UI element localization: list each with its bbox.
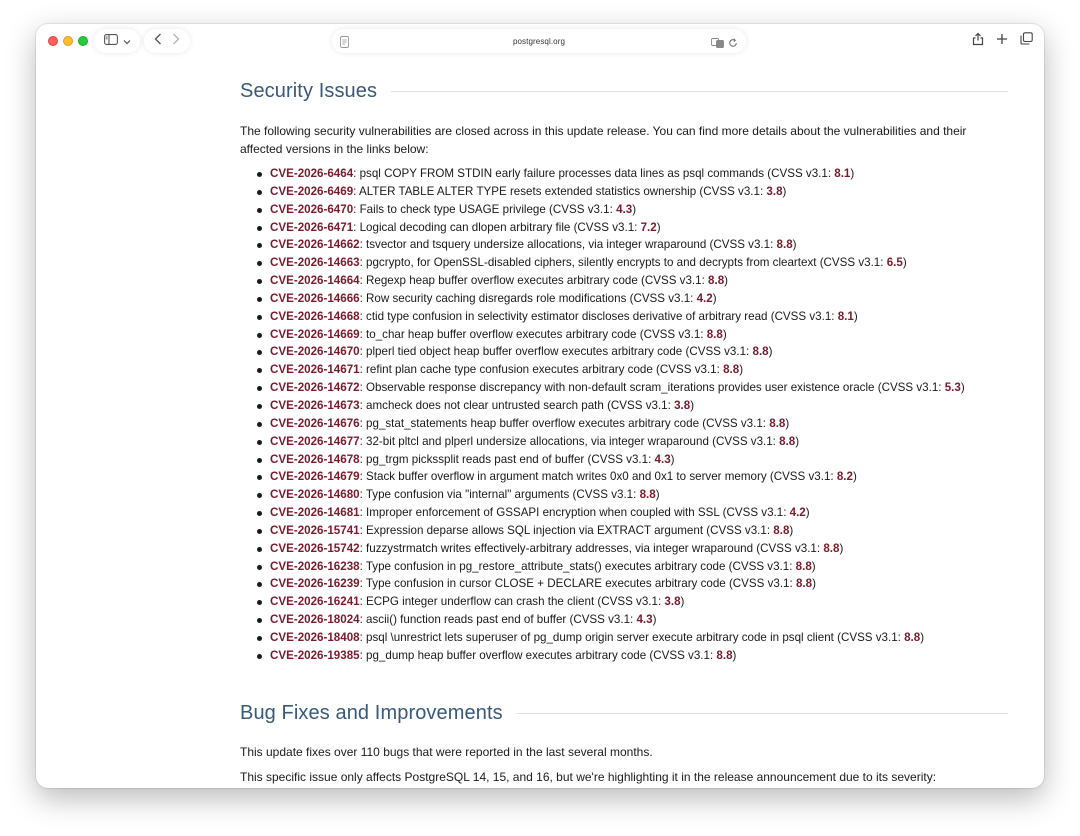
cve-list-item [270, 308, 1010, 326]
cve-link[interactable]: CVE-2026-6469 [270, 184, 354, 198]
closing-paren: ) [670, 452, 675, 466]
page-menu-icon[interactable] [340, 35, 349, 53]
cve-list-item [270, 219, 1010, 237]
cve-description: : pg_dump heap buffer overflow executes arbitrary code (CVSS v3.1: [359, 648, 717, 662]
closing-paren: ) [782, 184, 787, 198]
closing-paren: ) [724, 274, 729, 288]
cve-link[interactable]: CVE-2026-14670 [270, 345, 360, 359]
cve-list-item [270, 629, 1010, 647]
cve-list-item [270, 236, 1010, 254]
cve-description: : ctid type confusion in selectivity estimator discloses derivative of arbitrary read (CVSS v3.1: [359, 309, 838, 323]
closing-paren: ) [839, 541, 844, 555]
cve-description: : fuzzystrmatch writes effectively-arbitrary addresses, via integer wraparound (CVSS v3.1: [359, 541, 824, 555]
toolbar-right-actions [966, 29, 1038, 53]
cvss-score: 8.2 [836, 470, 853, 484]
cve-list-item [270, 343, 1010, 361]
url-text: postgresql.org [512, 36, 566, 46]
cve-link[interactable]: CVE-2026-14677 [270, 434, 360, 448]
cve-link[interactable]: CVE-2026-14681 [270, 506, 360, 520]
cve-description: : Stack buffer overflow in argument match writes 0x0 and 0x1 to server memory (CVSS v3.1: [359, 470, 837, 484]
cvss-score: 4.2 [696, 291, 713, 305]
cve-list-item [270, 522, 1010, 540]
address-bar[interactable] [332, 29, 746, 53]
closing-paren: ) [680, 595, 685, 609]
bug-fixes-paragraph-1: This update fixes over 110 bugs that were reported in the last several months. [240, 745, 653, 759]
cvss-score: 8.1 [837, 309, 854, 323]
cvss-score: 7.2 [640, 220, 657, 234]
cve-link[interactable]: CVE-2026-14662 [270, 238, 360, 252]
closing-paren: ) [732, 648, 737, 662]
cvss-score: 3.8 [766, 184, 783, 198]
closing-paren: ) [812, 577, 816, 591]
cve-link[interactable]: CVE-2026-16241 [270, 595, 360, 609]
closing-paren: ) [785, 416, 790, 430]
cve-description: : Improper enforcement of GSSAPI encryption when coupled with SSL (CVSS v3.1: [359, 506, 790, 520]
cve-description: : Type confusion in pg_restore_attribute_stats() executes arbitrary code (CVSS v3.1: [359, 559, 796, 573]
cvss-score: 8.8 [706, 327, 723, 341]
cve-list-item [270, 558, 1010, 576]
cve-list-item [270, 415, 1010, 433]
closing-paren: ) [960, 381, 965, 395]
cvss-score: 4.3 [654, 452, 671, 466]
cvss-score: 8.8 [773, 523, 790, 537]
closing-paren: ) [850, 167, 855, 180]
cvss-score: 8.8 [795, 577, 813, 591]
cvss-score: 3.8 [674, 398, 691, 412]
closing-paren: ) [902, 256, 907, 270]
reload-icon[interactable] [728, 35, 738, 53]
cve-description: : Regexp heap buffer overflow executes arbitrary code (CVSS v3.1: [359, 274, 709, 288]
cve-description: : Type confusion via "internal" arguments (CVSS v3.1: [359, 488, 640, 502]
cve-link[interactable]: CVE-2026-6464 [270, 167, 354, 180]
closing-paren: ) [853, 309, 858, 323]
cve-list-item [270, 451, 1010, 469]
cve-list-item [270, 183, 1010, 201]
cve-list-item [270, 254, 1010, 272]
cve-link[interactable]: CVE-2026-14668 [270, 309, 360, 323]
closing-paren: ) [811, 559, 816, 573]
cve-list-item [270, 504, 1010, 522]
cve-link[interactable]: CVE-2026-14679 [270, 470, 360, 484]
cvss-score: 6.5 [886, 256, 903, 270]
bug-fixes-paragraph-2: This specific issue only affects PostgreSQL 14, 15, and 16, but we're highlighting it in the release announcement due to its severity: [240, 770, 937, 784]
cve-link[interactable]: CVE-2026-19385 [270, 648, 360, 662]
cve-list-item [270, 165, 1010, 183]
cve-link[interactable]: CVE-2026-14664 [270, 274, 360, 288]
closing-paren: ) [852, 470, 857, 484]
cve-list-item [270, 201, 1010, 219]
security-intro: The following security vulnerabilities are closed across in this update release. You can find more details about the vulnerabilities and their affected versions in the links below: [240, 124, 967, 156]
cve-link[interactable]: CVE-2026-18024 [270, 613, 360, 627]
security-issues-heading [240, 80, 1008, 103]
heading-rule [391, 91, 1008, 92]
cve-list-item [270, 611, 1010, 629]
cve-link[interactable]: CVE-2026-15741 [270, 523, 360, 537]
closing-paren: ) [920, 630, 925, 644]
cvss-score: 8.8 [823, 541, 840, 555]
cve-list-item [270, 647, 1010, 665]
cve-description: : refint plan cache type confusion executes arbitrary code (CVSS v3.1: [359, 363, 724, 377]
cve-description: : ALTER TABLE ALTER TYPE resets extended statistics ownership (CVSS v3.1: [353, 184, 767, 198]
chevron-down-icon [123, 32, 131, 50]
bug-fixes-heading [240, 702, 1008, 725]
tab-overview-icon[interactable] [1020, 32, 1033, 50]
cve-description: : 32-bit pltcl and plperl undersize allocations, via integer wraparound (CVSS v3.1: [359, 434, 780, 448]
cve-list-item [270, 379, 1010, 397]
cve-link[interactable]: CVE-2026-14669 [270, 327, 360, 341]
cve-link[interactable]: CVE-2026-14666 [270, 291, 360, 305]
new-tab-icon[interactable] [996, 32, 1008, 50]
closing-paren: ) [805, 506, 810, 520]
close-window-button[interactable] [48, 36, 58, 46]
cve-description: : psql COPY FROM STDIN early failure processes data lines as psql commands (CVSS v3.1: [353, 167, 835, 180]
heading-rule [517, 713, 1008, 714]
cve-list-item [270, 272, 1010, 290]
cvss-score: 8.1 [834, 167, 851, 180]
cve-description: : Row security caching disregards role modifications (CVSS v3.1: [359, 291, 697, 305]
closing-paren: ) [739, 363, 744, 377]
cve-description: : plperl tied object heap buffer overflow executes arbitrary code (CVSS v3.1: [359, 345, 753, 359]
minimize-window-button[interactable] [63, 36, 73, 46]
security-issues-heading-text: Security Issues [240, 80, 378, 102]
cvss-score: 8.8 [779, 434, 796, 448]
cve-link[interactable]: CVE-2026-14673 [270, 398, 360, 412]
page-content [36, 24, 1044, 788]
cve-link[interactable]: CVE-2026-14678 [270, 452, 360, 466]
closing-paren: ) [792, 238, 797, 252]
cve-list-item [270, 433, 1010, 451]
address-bar-actions [711, 35, 738, 53]
cvss-score: 4.2 [789, 506, 806, 520]
closing-paren: ) [655, 488, 660, 502]
closing-paren: ) [789, 523, 794, 537]
cve-description: : pgcrypto, for OpenSSL-disabled ciphers, silently encrypts to and decrypts from cleartext (CVSS v3.1: [359, 256, 887, 270]
cve-link[interactable]: CVE-2026-6470 [270, 202, 354, 216]
cve-description: : psql \unrestrict lets superuser of pg_dump origin server execute arbitrary code in psql client (CVSS v3.1: [359, 630, 905, 644]
cvss-score: 8.8 [752, 345, 769, 359]
cve-description: : pg_trgm pickssplit reads past end of buffer (CVSS v3.1: [359, 452, 655, 466]
closing-paren: ) [712, 291, 717, 305]
cve-list-item [270, 326, 1010, 344]
cve-link[interactable]: CVE-2026-14676 [270, 416, 360, 430]
closing-paren: ) [768, 345, 773, 359]
cve-link[interactable]: CVE-2026-14663 [270, 256, 360, 270]
cvss-score: 8.8 [769, 416, 786, 430]
closing-paren: ) [795, 434, 800, 448]
closing-paren: ) [632, 202, 637, 216]
cvss-score: 8.8 [716, 648, 733, 662]
cvss-score: 8.8 [776, 238, 793, 252]
zoom-window-button[interactable] [78, 36, 88, 46]
cve-list-item [270, 575, 1010, 593]
share-icon[interactable] [972, 32, 984, 51]
cve-link[interactable]: CVE-2026-14680 [270, 488, 360, 502]
cve-list-item [270, 397, 1010, 415]
cve-description: : Logical decoding can dlopen arbitrary file (CVSS v3.1: [353, 220, 641, 234]
cvss-score: 4.3 [616, 202, 633, 216]
cve-link[interactable]: CVE-2026-16239 [270, 577, 360, 591]
browser-toolbar [36, 24, 1044, 58]
translate-icon[interactable] [711, 35, 724, 53]
cve-list-item [270, 593, 1010, 611]
closing-paren: ) [656, 220, 661, 234]
sidebar-toggle-button[interactable] [94, 29, 140, 53]
cve-list-item [270, 540, 1010, 558]
cve-description: : Expression deparse allows SQL injection via EXTRACT argument (CVSS v3.1: [359, 523, 774, 537]
cve-description: : tsvector and tsquery undersize allocations, via integer wraparound (CVSS v3.1: [359, 238, 777, 252]
cve-description: : amcheck does not clear untrusted search path (CVSS v3.1: [359, 398, 675, 412]
navigation-buttons [144, 29, 190, 53]
forward-button[interactable] [172, 32, 180, 50]
cve-link[interactable]: CVE-2026-15742 [270, 541, 360, 555]
cve-link[interactable]: CVE-2026-6471 [270, 220, 354, 234]
cvss-score: 4.3 [636, 613, 653, 627]
browser-window [36, 24, 1044, 788]
cvss-score: 8.8 [708, 274, 725, 288]
cvss-score: 8.8 [904, 630, 921, 644]
closing-paren: ) [690, 398, 695, 412]
cve-description: : ECPG integer underflow can crash the client (CVSS v3.1: [359, 595, 665, 609]
closing-paren: ) [652, 613, 657, 627]
cvss-score: 8.8 [795, 559, 812, 573]
cvss-score: 8.8 [639, 488, 656, 502]
cve-description: : pg_stat_statements heap buffer overflow executes arbitrary code (CVSS v3.1: [359, 416, 770, 430]
cve-description: : Observable response discrepancy with non-default scram_iterations provides user existence oracle (CVSS v3.1: [359, 381, 945, 395]
closing-paren: ) [722, 327, 727, 341]
cve-list-item [270, 468, 1010, 486]
cvss-score: 8.8 [723, 363, 740, 377]
cve-description: : Fails to check type USAGE privilege (CVSS v3.1: [353, 202, 617, 216]
cve-link[interactable]: CVE-2026-14672 [270, 381, 360, 395]
cve-list-item [270, 290, 1010, 308]
cve-description: : to_char heap buffer overflow executes arbitrary code (CVSS v3.1: [359, 327, 707, 341]
cve-list-item [270, 361, 1010, 379]
cve-link[interactable]: CVE-2026-18408 [270, 630, 360, 644]
back-button[interactable] [154, 32, 162, 50]
sidebar-icon [104, 32, 118, 50]
cvss-score: 5.3 [944, 381, 961, 395]
cve-description: : ascii() function reads past end of buffer (CVSS v3.1: [359, 613, 637, 627]
cve-link[interactable]: CVE-2026-14671 [270, 363, 360, 377]
cve-list-item [270, 486, 1010, 504]
cvss-score: 3.8 [664, 595, 681, 609]
cve-link[interactable]: CVE-2026-16238 [270, 559, 360, 573]
cve-list [270, 165, 1010, 665]
cve-description: : Type confusion in cursor CLOSE + DECLARE executes arbitrary code (CVSS v3.1: [359, 577, 796, 591]
bug-fixes-heading-text: Bug Fixes and Improvements [240, 702, 503, 724]
